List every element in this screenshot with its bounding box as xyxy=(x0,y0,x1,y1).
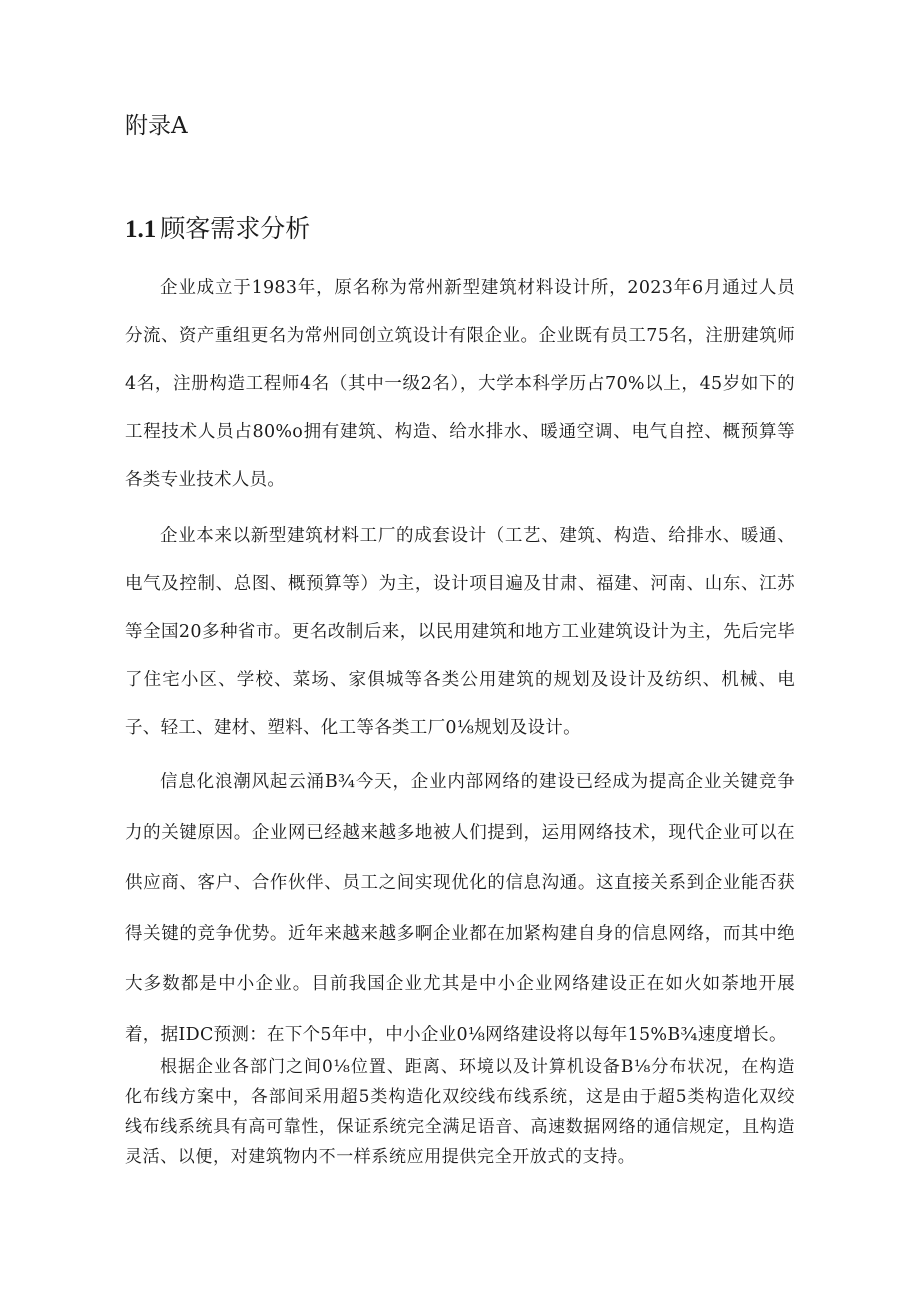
appendix-title: 附录A xyxy=(125,113,188,139)
paragraph-design-history: 企业本来以新型建筑材料工厂的成套设计（工艺、建筑、构造、给排水、暖通、电气及控制、总图、概预算等）为主，设计项目遍及甘肃、福建、河南、山东、江苏等全国20多种省市。更名改制后来，以民用建筑和地方工业建筑设计为主，先后完毕了住宅小区、学校、菜场、家俱城等各类公用建筑的规划及设计及纺织、机械、电子、轻工、建材、塑料、化工等各类工厂0⅛规划及设计。 xyxy=(125,526,795,738)
section-heading xyxy=(125,212,310,247)
paragraph-company-profile: 企业成立于1983年，原名称为常州新型建筑材料设计所，2023年6月通过人员分流、资产重组更名为常州同创立筑设计有限企业。企业既有员工75名，注册建筑师4名，注册构造工程师4名（其中一级2名），大学本科学历占70%以上，45岁如下的工程技术人员占80%o拥有建筑、构造、给水排水、暖通空调、电气自控、概预算等各类专业技术人员。 xyxy=(125,278,795,490)
paragraph-network-importance: 信息化浪潮风起云涌B¾今天，企业内部网络的建设已经成为提高企业关键竞争力的关键原因。企业网已经越来越多地被人们提到，运用网络技术，现代企业可以在供应商、客户、合作伙伴、员工之间实现优化的信息沟通。这直接关系到企业能否获得关键的竞争优势。近年来越来越多啊企业都在加紧构建自身的信息网络，而其中绝大多数都是中小企业。目前我国企业尤其是中小企业网络建设正在如火如荼地开展着，据IDC预测：在下个5年中，中小企业0⅛网络建设将以每年15%B¾速度增长。 xyxy=(125,772,795,1045)
section-number: 1.1 xyxy=(125,216,157,243)
section-title: 顾客需求分析 xyxy=(160,214,311,243)
paragraph-cabling-plan: 根据企业各部门之间0⅛位置、距离、环境以及计算机设备B⅛分布状况，在构造化布线方案中，各部间采用超5类构造化双绞线布线系统，这是由于超5类构造化双绞线布线系统具有高可靠性，保证系统完全满足语音、高速数据网络的通信规定，且构造灵活、以便，对建筑物内不一样系统应用提供完全开放式的支持。 xyxy=(125,1057,795,1167)
